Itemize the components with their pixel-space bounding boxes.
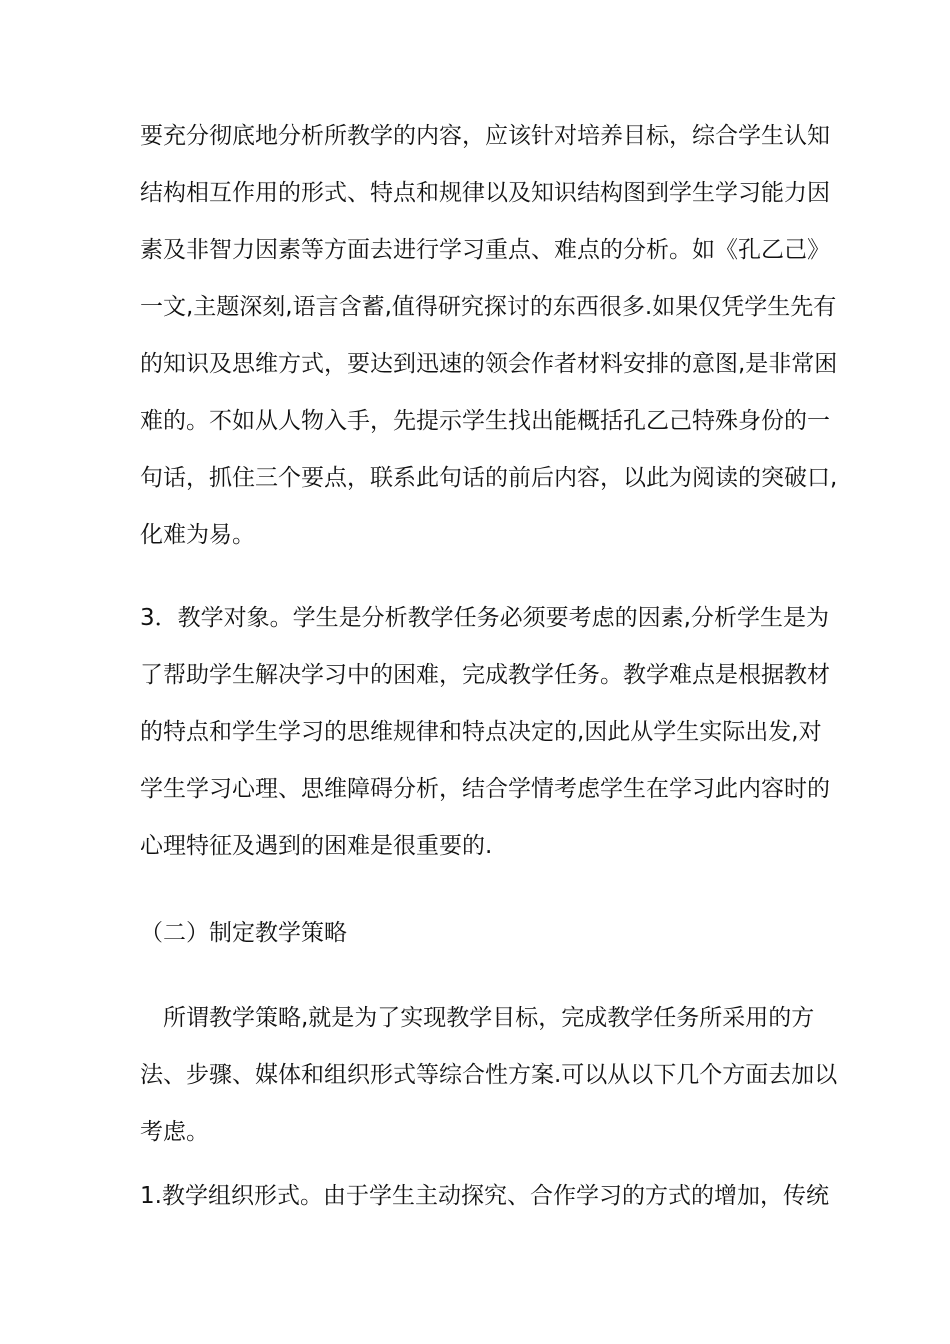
paragraph-strategy-definition [140, 990, 838, 1161]
text-line: 要充分彻底地分析所教学的内容，应该针对培养目标，综合学生认知 [140, 123, 830, 149]
paragraph-organization-form [140, 1168, 829, 1225]
text-line: 心理特征及遇到的困难是很重要的. [140, 833, 493, 859]
text-line: 1.教学组织形式。由于学生主动探究、合作学习的方式的增加，传统 [140, 1183, 829, 1209]
text-line: 法、步骤、媒体和组织形式等综合性方案.可以从以下几个方面去加以 [140, 1062, 838, 1088]
text-line: 素及非智力因素等方面去进行学习重点、难点的分析。如《孔乙己》 [140, 237, 830, 263]
text-line: 难的。不如从人物入手，先提示学生找出能概括孔乙己特殊身份的一 [140, 408, 830, 434]
text-line: 学生学习心理、思维障碍分析，结合学情考虑学生在学习此内容时的 [140, 776, 830, 802]
text-line: 所谓教学策略,就是为了实现教学目标，完成教学任务所采用的方 [140, 1005, 815, 1031]
text-line: 一文,主题深刻,语言含蓄,值得研究探讨的东西很多.如果仅凭学生先有 [140, 294, 837, 320]
text-line: 3．教学对象。学生是分析教学任务必须要考虑的因素,分析学生是为 [140, 605, 829, 631]
text-line: 了帮助学生解决学习中的困难，完成教学任务。教学难点是根据教材 [140, 662, 830, 688]
paragraph-teaching-object [140, 590, 830, 875]
text-line: 化难为易。 [140, 522, 255, 548]
text-line: 的知识及思维方式，要达到迅速的领会作者材料安排的意图,是非常困 [140, 351, 838, 377]
text-line: 句话，抓住三个要点，联系此句话的前后内容，以此为阅读的突破口, [140, 465, 838, 491]
section-heading: （二）制定教学策略 [140, 920, 347, 946]
text-line: 的特点和学生学习的思维规律和特点决定的,因此从学生实际出发,对 [140, 719, 822, 745]
paragraph-content-analysis [140, 108, 838, 564]
text-line: 考虑。 [140, 1119, 209, 1145]
text-line: 结构相互作用的形式、特点和规律以及知识结构图到学生学习能力因 [140, 180, 830, 206]
section-heading-strategy [140, 905, 820, 962]
